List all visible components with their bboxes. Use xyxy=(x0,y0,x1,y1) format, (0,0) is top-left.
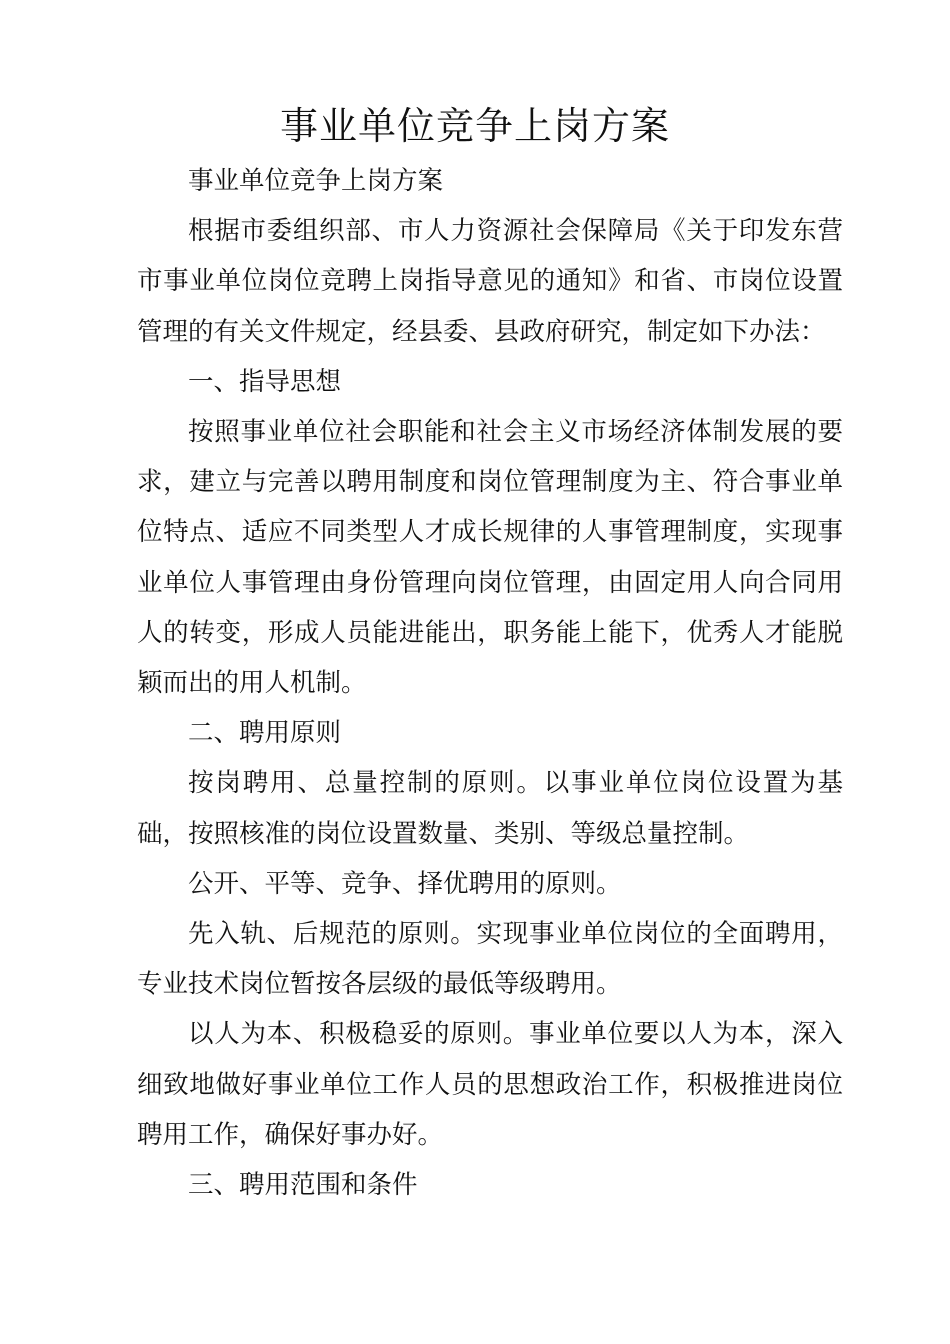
paragraph-principle-track: 先入轨、后规范的原则。实现事业单位岗位的全面聘用，专业技术岗位暂按各层级的最低等级聘用。 xyxy=(137,919,843,1000)
section-heading-scope: 三、聘用范围和条件 xyxy=(188,1170,418,1201)
paragraph-intro: 根据市委组织部、市人力资源社会保障局《关于印发东营市事业单位岗位竞聘上岗指导意见的通知》和省、市岗位设置管理的有关文件规定，经县委、县政府研究，制定如下办法： xyxy=(137,216,843,347)
paragraph-principle-quota: 按岗聘用、总量控制的原则。以事业单位岗位设置为基础，按照核准的岗位设置数量、类别、等级总量控制。 xyxy=(137,768,843,849)
section-heading-guiding-ideology: 一、指导思想 xyxy=(188,366,342,397)
document-title: 事业单位竞争上岗方案 xyxy=(279,104,670,148)
paragraph-principle-open: 公开、平等、竞争、择优聘用的原则。 xyxy=(188,868,622,899)
paragraph-subtitle: 事业单位竞争上岗方案 xyxy=(188,166,444,196)
paragraph-principle-people: 以人为本、积极稳妥的原则。事业单位要以人为本，深入细致地做好事业单位工作人员的思想政治工作，积极推进岗位聘用工作，确保好事办好。 xyxy=(137,1019,843,1150)
paragraph-guiding-ideology: 按照事业单位社会职能和社会主义市场经济体制发展的要求，建立与完善以聘用制度和岗位管理制度为主、符合事业单位特点、适应不同类型人才成长规律的人事管理制度，实现事业单位人事管理由身份管理向岗位管理，由固定用人向合同用人的转变，形成人员能进能出，职务能上能下，优秀人才能脱颖而出的用人机制。 xyxy=(137,417,843,699)
section-heading-principles: 二、聘用原则 xyxy=(188,718,342,749)
document-body xyxy=(137,156,843,1210)
